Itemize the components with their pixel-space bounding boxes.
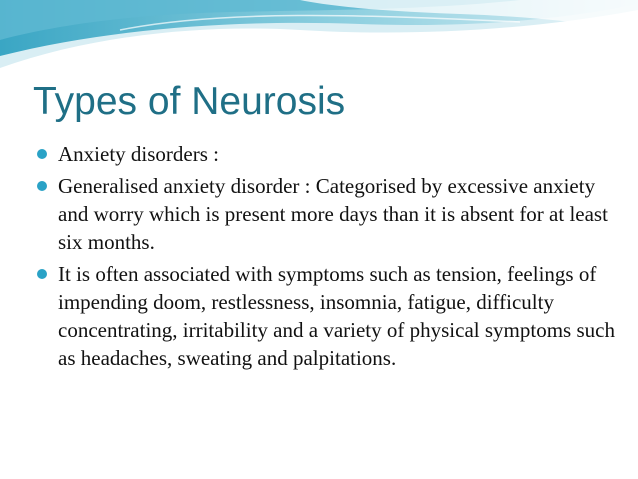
- bullet-item: [37, 140, 617, 168]
- bullet-text: It is often associated with symptoms such as tension, feelings of impending doom, restlessness, insomnia, fatigue, difficulty concentrating, irritability and a variety of physical symptoms such as headaches, sweating and palpitations.: [58, 262, 615, 370]
- bullet-dot-icon: [37, 149, 47, 159]
- bullet-item: [37, 260, 617, 372]
- bullet-list: [37, 140, 617, 376]
- header-wave-decoration: [0, 0, 638, 90]
- slide-title: Types of Neurosis: [33, 80, 346, 123]
- bullet-item: [37, 172, 617, 256]
- bullet-dot-icon: [37, 181, 47, 191]
- bullet-dot-icon: [37, 269, 47, 279]
- bullet-text: Anxiety disorders :: [58, 142, 219, 166]
- bullet-text: Generalised anxiety disorder : Categorised by excessive anxiety and worry which is present more days than it is absent for at least six months.: [58, 174, 608, 254]
